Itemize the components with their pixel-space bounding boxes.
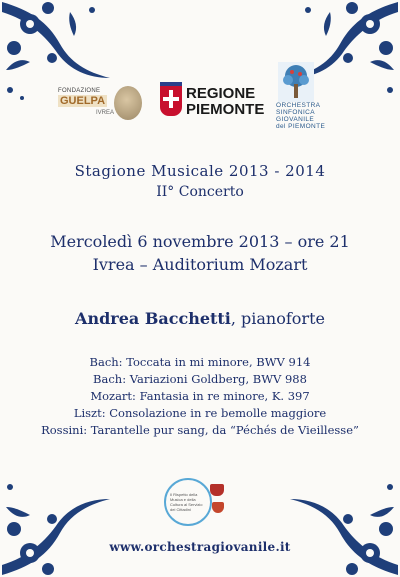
program-item: Liszt: Consolazione in re bemolle maggiore — [73, 406, 327, 420]
event-date: Mercoledì 6 novembre 2013 – ore 21 — [50, 232, 350, 251]
portrait-icon — [114, 86, 142, 120]
concert-number: II° Concerto — [156, 184, 244, 200]
orchestra-line4: del PIEMONTE — [276, 123, 326, 130]
shield-icon — [160, 86, 182, 116]
performer-name: Andrea Bacchetti — [75, 309, 231, 328]
orchestra-logo — [274, 62, 330, 134]
performer — [0, 309, 400, 328]
crest-icon — [210, 484, 224, 496]
guelpa-city: IVREA — [96, 110, 115, 116]
circle-emblem — [164, 478, 212, 526]
program-item: Rossini: Tarantelle pur sang, da “Péchés de Vieillesse” — [41, 423, 359, 437]
season-title: Stagione Musicale 2013 - 2014 — [74, 162, 326, 180]
performer-role: , pianoforte — [230, 309, 325, 328]
sponsor-logos — [0, 62, 400, 132]
floral-ornament-bottom-right — [282, 459, 400, 577]
guelpa-name: GUELPA — [60, 95, 106, 107]
tree-icon — [278, 62, 314, 102]
orchestra-line1: ORCHESTRA — [276, 102, 321, 109]
regione-line2: PIEMONTE — [186, 101, 265, 118]
orchestra-line3: GIOVANILE — [276, 116, 315, 123]
regione-line1: REGIONE — [186, 85, 256, 102]
program-item: Mozart: Fantasia in re minore, K. 397 — [90, 389, 310, 403]
program-item: Bach: Toccata in mi minore, BWV 914 — [89, 355, 311, 369]
event-venue: Ivrea – Auditorium Mozart — [92, 255, 308, 274]
regione-piemonte-logo — [160, 85, 265, 120]
crest-icon — [212, 502, 224, 513]
fondazione-guelpa-logo — [58, 86, 144, 124]
website-link[interactable]: www.orchestragiovanile.it — [109, 540, 291, 554]
orchestra-line2: SINFONICA — [276, 109, 315, 116]
association-text: Il Rispetto della Musica e della Cultura al Servizio dei Cittadini — [170, 492, 203, 512]
cultural-association-logo — [164, 478, 234, 524]
program-item: Bach: Variazioni Goldberg, BWV 988 — [93, 372, 307, 386]
floral-ornament-bottom-left — [0, 459, 118, 577]
guelpa-label: FONDAZIONE — [58, 88, 101, 94]
